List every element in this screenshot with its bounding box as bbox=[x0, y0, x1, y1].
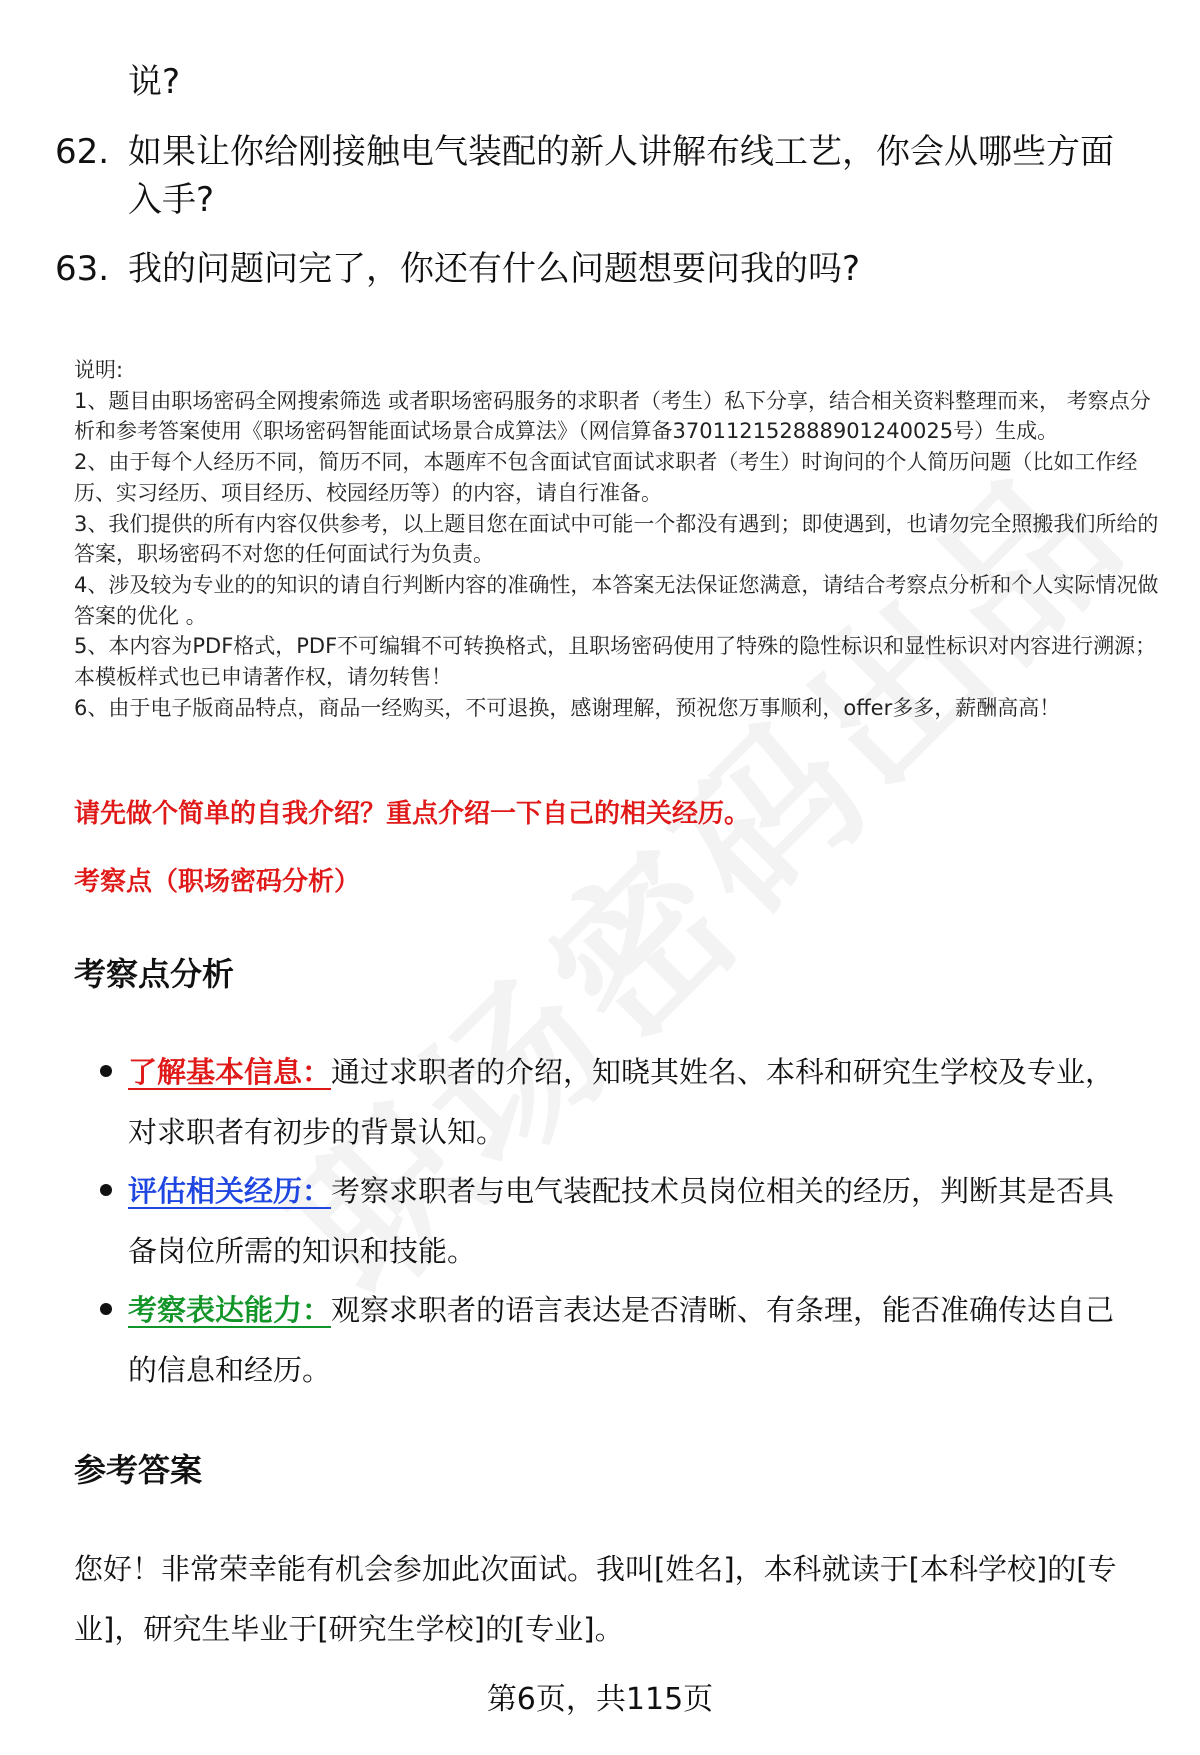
question-text: 我的问题问完了，你还有什么问题想要问我的吗? bbox=[128, 249, 861, 289]
disclaimer-notes bbox=[74, 355, 1164, 723]
analysis-point-text: 考察求职者与电气装配技术员岗位相关的经历，判断其是否具备岗位所需的知识和技能。 bbox=[128, 1174, 1115, 1268]
exam-point-label: 考察点（职场密码分析） bbox=[74, 867, 361, 897]
note-item: 6、由于电子版商品特点，商品一经购买，不可退换，感谢理解，预祝您万事顺利，offer多多，薪酬高高！ bbox=[74, 695, 1061, 720]
analysis-point-label: 考察表达能力： bbox=[128, 1293, 332, 1327]
analysis-point-text: 观察求职者的语言表达是否清晰、有条理，能否准确传达自己的信息和经历。 bbox=[128, 1293, 1115, 1387]
question-61-continuation: 说? bbox=[128, 62, 181, 102]
note-item: 2、由于每个人经历不同，简历不同，本题库不包含面试官面试求职者（考生）时询问的个人简历问题（比如工作经历、实习经历、项目经历、校园经历等）的内容，请自行准备。 bbox=[74, 450, 1138, 505]
note-item: 3、我们提供的所有内容仅供参考，以上题目您在面试中可能一个都没有遇到；即使遇到，也请勿完全照搬我们所给的答案，职场密码不对您的任何面试行为负责。 bbox=[74, 511, 1159, 567]
reference-heading: 参考答案 bbox=[74, 1451, 203, 1489]
note-item: 1、题目由职场密码全网搜索筛选 或者职场密码服务的求职者（考生）私下分享，结合相关资料整理而来， 考察点分析和参考答案使用《职场密码智能面试场景合成算法》（网信算备370112152888901240025号）生成。 bbox=[74, 388, 1151, 444]
analysis-point-label: 评估相关经历： bbox=[128, 1174, 332, 1208]
question-number: 62. bbox=[55, 132, 110, 172]
question-text: 如果让你给刚接触电气装配的新人讲解布线工艺，你会从哪些方面入手? bbox=[128, 132, 1114, 220]
bullet-dot-icon bbox=[100, 1184, 112, 1196]
question-number: 63. bbox=[55, 249, 110, 289]
analysis-point-text: 通过求职者的介绍，知晓其姓名、本科和研究生学校及专业，对求职者有初步的背景认知。 bbox=[128, 1055, 1115, 1149]
note-item: 5、本内容为PDF格式，PDF不可编辑不可转换格式，且职场密码使用了特殊的隐性标识和显性标识对内容进行溯源；本模板样式也已申请著作权，请勿转售！ bbox=[74, 634, 1157, 690]
bullet-dot-icon bbox=[100, 1065, 112, 1077]
reference-answer: 您好！非常荣幸能有机会参加此次面试。我叫[姓名]，本科就读于[本科学校]的[专业]，研究生毕业于[研究生学校]的[专业]。 bbox=[74, 1552, 1117, 1646]
analysis-point bbox=[128, 1042, 1143, 1162]
bullet-dot-icon bbox=[100, 1303, 112, 1315]
analysis-point bbox=[128, 1280, 1143, 1400]
interview-question-title: 请先做个简单的自我介绍？重点介绍一下自己的相关经历。 bbox=[74, 799, 751, 829]
page-number: 第6页，共115页 bbox=[486, 1682, 714, 1717]
analysis-heading: 考察点分析 bbox=[74, 955, 235, 993]
note-item: 4、涉及较为专业的的知识的请自行判断内容的准确性，本答案无法保证您满意，请结合考察点分析和个人实际情况做答案的优化 。 bbox=[74, 572, 1159, 628]
analysis-point bbox=[128, 1161, 1143, 1281]
analysis-point-label: 了解基本信息： bbox=[128, 1055, 332, 1089]
notes-title: 说明: bbox=[74, 358, 124, 382]
